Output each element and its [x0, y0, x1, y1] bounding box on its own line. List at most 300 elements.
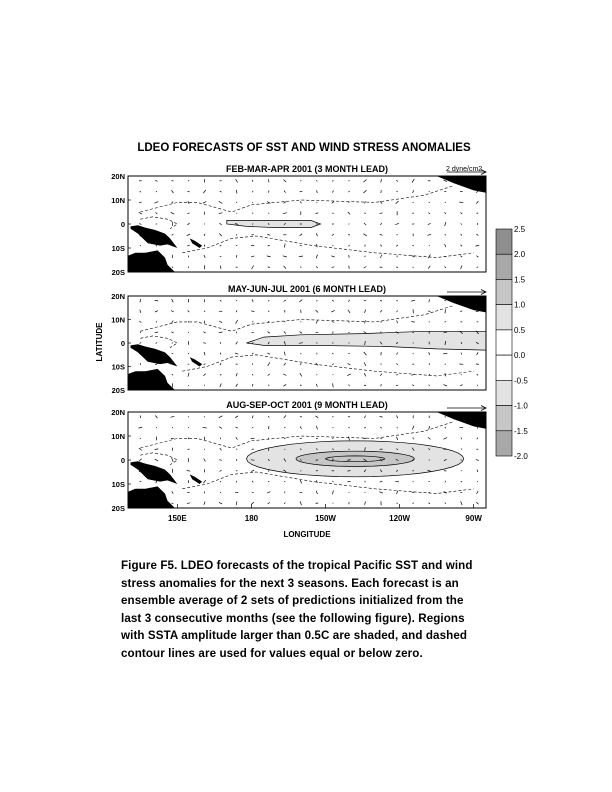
wind-vector [268, 245, 270, 246]
wind-vector [284, 331, 286, 333]
wind-vector [365, 310, 366, 313]
wind-vector [300, 267, 301, 268]
land-mass [190, 357, 202, 366]
y-tick-label: 10N [111, 315, 125, 325]
wind-vector [316, 491, 317, 494]
wind-vector [364, 352, 367, 355]
wind-vector [365, 416, 366, 419]
ssta-dashed-contour [140, 217, 177, 229]
wind-vector [268, 311, 269, 312]
wind-vector [460, 213, 462, 214]
land-mass [123, 486, 175, 508]
wind-vector [140, 438, 141, 439]
wind-vector [411, 322, 415, 323]
wind-vector [284, 502, 285, 504]
wind-vector [219, 213, 223, 214]
wind-vector [349, 385, 350, 386]
x-tick-label: 120W [389, 514, 411, 523]
wind-vector [443, 353, 447, 354]
wind-vector [364, 362, 366, 366]
x-tick-label: 90W [465, 514, 482, 523]
wind-vector [411, 300, 415, 301]
colorbar-tick-label: 1.5 [514, 275, 526, 285]
wind-vector [331, 256, 334, 257]
wind-vector [172, 491, 174, 493]
ssta-dashed-contour [140, 186, 454, 212]
wind-vector [332, 364, 334, 365]
wind-vector [461, 234, 462, 236]
wind-vector [252, 202, 253, 203]
wind-vector [316, 213, 319, 214]
wind-vector [429, 352, 430, 355]
wind-vector [236, 179, 238, 182]
y-tick-label: 10N [111, 196, 125, 205]
wind-vector [140, 342, 142, 343]
wind-vector [172, 343, 173, 344]
wind-vector [364, 223, 366, 225]
wind-vector [364, 213, 365, 214]
map-panel [111, 400, 523, 513]
wind-vector [284, 415, 286, 418]
wind-vector [445, 416, 446, 417]
wind-vector [236, 342, 238, 345]
wind-vector [300, 373, 302, 376]
wind-vector [236, 213, 237, 214]
wind-vector [268, 179, 269, 182]
wind-vector [283, 180, 286, 183]
wind-vector [380, 213, 383, 214]
wind-vector [299, 300, 302, 302]
wind-vector [445, 202, 446, 203]
wind-vector [397, 437, 398, 440]
wind-vector [429, 245, 430, 246]
wind-vector [347, 374, 351, 376]
wind-vector [332, 417, 333, 418]
wind-vector [332, 213, 333, 214]
wind-vector [283, 256, 287, 257]
wind-vector [220, 266, 221, 269]
wind-vector [332, 191, 333, 193]
colorbar-swatch [496, 254, 512, 279]
wind-vector [364, 190, 367, 193]
wind-vector [461, 245, 463, 246]
wind-vector [203, 374, 205, 376]
wind-vector [236, 255, 237, 258]
wind-vector [381, 384, 382, 386]
wind-vector [429, 299, 430, 302]
wind-vector [139, 202, 142, 203]
wind-vector [332, 481, 333, 482]
wind-vector [235, 353, 238, 354]
y-tick-label: 20N [111, 408, 125, 417]
caption-line: ensemble average of 2 sets of predictions initialized from the [121, 594, 464, 608]
wind-vector [268, 362, 270, 366]
wind-vector [412, 179, 414, 182]
wind-vector [428, 223, 431, 224]
ssta-dashed-contour [140, 305, 454, 331]
wind-vector [413, 190, 414, 193]
wind-vector [380, 310, 382, 312]
wind-vector [461, 481, 462, 482]
wind-vector [268, 213, 269, 214]
wind-vector [155, 459, 159, 461]
colorbar [496, 225, 528, 461]
wind-vector [316, 233, 317, 236]
wind-vector [188, 438, 189, 439]
wind-vector [268, 502, 270, 504]
wind-vector [267, 235, 270, 236]
wind-vector [204, 416, 205, 417]
wind-vector [333, 503, 334, 504]
ssta-shaded-region [247, 331, 487, 350]
wind-vector [252, 353, 253, 354]
wind-vector [140, 310, 141, 313]
wind-vector [349, 202, 350, 203]
wind-vector [172, 321, 174, 324]
wind-vector [268, 385, 269, 386]
wind-vector [236, 373, 237, 376]
wind-vector [396, 267, 398, 268]
wind-vector [268, 481, 269, 482]
wind-vector [381, 352, 382, 355]
wind-vector [187, 191, 189, 192]
wind-vector [332, 234, 334, 236]
wind-vector [219, 321, 222, 323]
wind-vector [172, 202, 173, 204]
wind-vector [413, 503, 414, 504]
y-tick-label: 0 [120, 339, 125, 348]
x-tick-labels [168, 504, 482, 523]
wind-vector [284, 322, 285, 323]
ssta-dashed-contour [140, 336, 177, 348]
wind-vector [299, 256, 303, 257]
wind-vector [445, 309, 446, 313]
wind-vector [156, 427, 157, 428]
colorbar-swatch [496, 279, 512, 304]
wind-vector [396, 375, 397, 376]
wind-vector [252, 481, 253, 482]
caption-line: contour lines are used for values equal or below zero. [121, 646, 423, 660]
wind-vector [477, 352, 479, 355]
land-mass [437, 412, 486, 429]
wind-vector [477, 374, 478, 375]
wind-vector [204, 332, 206, 333]
wind-vector [380, 481, 383, 482]
wind-vector [316, 426, 317, 430]
wind-vector [427, 234, 431, 235]
wind-vector [413, 438, 414, 440]
colorbar-tick-label: 2.0 [514, 250, 526, 260]
wind-vector [348, 180, 349, 181]
wind-vector [301, 310, 302, 313]
wind-vector [412, 385, 414, 386]
wind-vector [220, 245, 221, 246]
wind-vector [268, 332, 270, 334]
wind-vector [380, 245, 382, 247]
wind-vector [300, 332, 303, 334]
wind-vector [332, 300, 334, 301]
wind-vector [332, 353, 333, 354]
land-mass [496, 455, 523, 508]
wind-vector [348, 427, 349, 428]
wind-vector [316, 255, 317, 259]
wind-vector [397, 191, 398, 192]
wind-vector [364, 373, 365, 376]
wind-vector [348, 310, 350, 313]
wind-vector [397, 503, 398, 504]
wind-vector [156, 343, 158, 344]
colorbar-tick-label: 1.0 [514, 300, 526, 310]
wind-vector [364, 427, 365, 428]
wind-vector [220, 470, 222, 472]
wind-vector [477, 385, 478, 386]
wind-vector [332, 438, 333, 439]
wind-vector [236, 320, 238, 324]
wind-vector [267, 256, 271, 257]
wind-vector [268, 300, 269, 301]
wind-vector [155, 449, 159, 450]
wind-vector [349, 224, 350, 225]
wind-vector [220, 374, 221, 375]
map-panels [111, 164, 523, 513]
wind-vector [203, 480, 205, 483]
wind-vector [477, 267, 479, 268]
wind-vector [188, 321, 189, 322]
wind-vector [204, 449, 205, 450]
colorbar-tick-label: -1.5 [514, 426, 528, 436]
wind-vector [445, 244, 446, 247]
wind-vector [236, 427, 238, 428]
wind-vector [236, 364, 238, 365]
wind-vector [445, 234, 446, 235]
wind-vector [172, 267, 173, 268]
wind-vector [317, 374, 318, 375]
wind-vector [380, 255, 382, 258]
y-tick-label: 0 [120, 220, 125, 229]
wind-vector [171, 212, 175, 214]
wind-vector [461, 501, 463, 505]
wind-vector [396, 180, 398, 181]
wind-vector [445, 373, 446, 376]
wind-vector [219, 332, 223, 333]
wind-vector [172, 374, 173, 375]
wind-vector [236, 234, 237, 235]
wind-vector [365, 502, 366, 505]
wind-vector [364, 267, 367, 268]
wind-vector [269, 426, 270, 429]
wind-vector [187, 503, 190, 504]
wind-vector [412, 426, 414, 430]
wind-vector [172, 190, 174, 193]
wind-vector [476, 201, 478, 204]
wind-vector [155, 416, 157, 419]
wind-vector [412, 245, 414, 246]
wind-vector [188, 332, 189, 333]
wind-vector [317, 480, 318, 483]
wind-vector [236, 202, 237, 203]
wind-vector [316, 310, 319, 313]
wind-vector [381, 190, 382, 193]
wind-vector [333, 491, 334, 495]
wind-vector [476, 245, 480, 246]
wind-vector [412, 374, 415, 375]
wind-vector [139, 459, 142, 462]
wind-vector [428, 437, 430, 439]
wind-vector [139, 321, 141, 323]
wind-vector [204, 265, 205, 269]
wind-vector [476, 502, 478, 504]
wind-vector [349, 437, 350, 441]
wind-vector [267, 353, 270, 354]
wind-vector [396, 245, 398, 246]
wind-vector [381, 364, 382, 365]
wind-vector [172, 427, 173, 428]
wind-vector [477, 470, 478, 472]
wind-vector [397, 364, 398, 365]
wind-vector [284, 300, 286, 301]
wind-vector [300, 501, 301, 505]
wind-vector [397, 311, 398, 313]
wind-vector [220, 481, 221, 482]
wind-vector [219, 427, 222, 429]
wind-vector [204, 234, 205, 236]
wind-vector [365, 256, 366, 257]
wind-vector [445, 322, 447, 323]
wind-vector [252, 416, 253, 419]
wind-vector [349, 245, 350, 246]
wind-vector [301, 470, 302, 471]
wind-vector [220, 448, 222, 450]
caption-line: with SSTA amplitude larger than 0.5C are shaded, and dashed [121, 629, 468, 643]
wind-vector [284, 191, 285, 193]
wind-vector [219, 502, 222, 504]
y-tick-label: 0 [120, 456, 125, 465]
wind-vector [188, 310, 190, 312]
ssta-dashed-contour [182, 355, 473, 376]
wind-vector [316, 332, 319, 333]
wind-vector [316, 267, 318, 268]
wind-vector [364, 332, 367, 334]
wind-vector [268, 322, 269, 323]
colorbar-swatch [496, 305, 512, 330]
wind-vector [203, 343, 206, 344]
wind-vector [300, 202, 301, 204]
wind-vector [363, 234, 367, 236]
wind-vector [333, 180, 334, 181]
wind-vector [140, 245, 141, 246]
wind-vector [171, 311, 174, 312]
wind-vector [204, 502, 205, 505]
wind-vector [380, 300, 382, 301]
panel-title: AUG-SEP-OCT 2001 (9 MONTH LEAD) [226, 400, 388, 410]
wind-vector [445, 267, 447, 268]
ssta-shaded-region [227, 220, 321, 227]
wind-vector [476, 364, 479, 365]
wind-vector [252, 502, 254, 504]
wind-vector [380, 234, 383, 235]
wind-vector [219, 416, 223, 418]
wind-vector [269, 470, 270, 472]
wind-vector [429, 426, 430, 429]
wind-vector [445, 503, 446, 504]
y-tick-label: 20N [111, 172, 125, 181]
map-panel [111, 284, 523, 395]
wind-vector [236, 481, 237, 483]
wind-vector [380, 438, 381, 439]
wind-vector [397, 491, 398, 494]
wind-vector [429, 202, 430, 203]
wind-vector [333, 383, 334, 387]
wind-vector [236, 449, 237, 450]
x-tick-label: 150E [168, 514, 187, 523]
wind-vector [155, 311, 158, 312]
land-mass [437, 296, 486, 312]
wind-vector [460, 385, 462, 386]
map-panel [111, 164, 523, 277]
wind-vector [236, 459, 237, 461]
wind-vector [459, 202, 463, 203]
wind-vector [300, 234, 303, 236]
ssta-shaded-region [296, 451, 415, 466]
colorbar-swatch [496, 380, 512, 405]
wind-vector [219, 460, 222, 461]
wind-vector [155, 180, 157, 181]
wind-vector [380, 417, 383, 418]
wind-vector [283, 374, 286, 376]
wind-vector [204, 311, 205, 312]
wind-vector [251, 256, 254, 257]
wind-vector [365, 320, 366, 323]
wind-vector [236, 310, 237, 312]
wind-vector [444, 385, 448, 386]
wind-vector [252, 299, 253, 302]
wind-vector [397, 353, 398, 355]
colorbar-swatch [496, 229, 512, 254]
wind-vector [445, 364, 446, 365]
wind-vector [284, 438, 285, 439]
wind-vector [460, 311, 462, 312]
y-tick-label: 10S [111, 244, 125, 253]
x-axis-label: LONGITUDE [283, 530, 331, 539]
wind-vector [140, 191, 141, 192]
wind-vector [395, 481, 399, 482]
wind-vector [428, 266, 430, 269]
wind-vector [236, 190, 237, 194]
wind-vector [267, 492, 270, 493]
wind-vector [188, 427, 189, 428]
wind-vector [461, 353, 462, 355]
wind-vector [317, 180, 318, 181]
wind-vector [381, 179, 382, 182]
wind-vector [187, 234, 190, 235]
wind-vector [220, 363, 221, 365]
wind-vector [251, 311, 254, 312]
wind-vector [397, 321, 398, 324]
y-tick-label: 10N [111, 432, 125, 441]
y-axis-label: LATITUDE [95, 322, 104, 362]
wind-vector [203, 190, 206, 193]
wind-vector [331, 310, 335, 312]
wind-vector [333, 245, 334, 246]
wind-vector [445, 427, 446, 429]
panel-title: FEB-MAR-APR 2001 (3 MONTH LEAD) [225, 164, 389, 174]
wind-vector [428, 255, 430, 259]
y-tick-label: 20N [111, 292, 125, 301]
wind-vector [220, 300, 221, 301]
wind-vector [445, 212, 447, 214]
wind-vector [252, 266, 254, 269]
colorbar-tick-label: -2.0 [514, 452, 528, 461]
